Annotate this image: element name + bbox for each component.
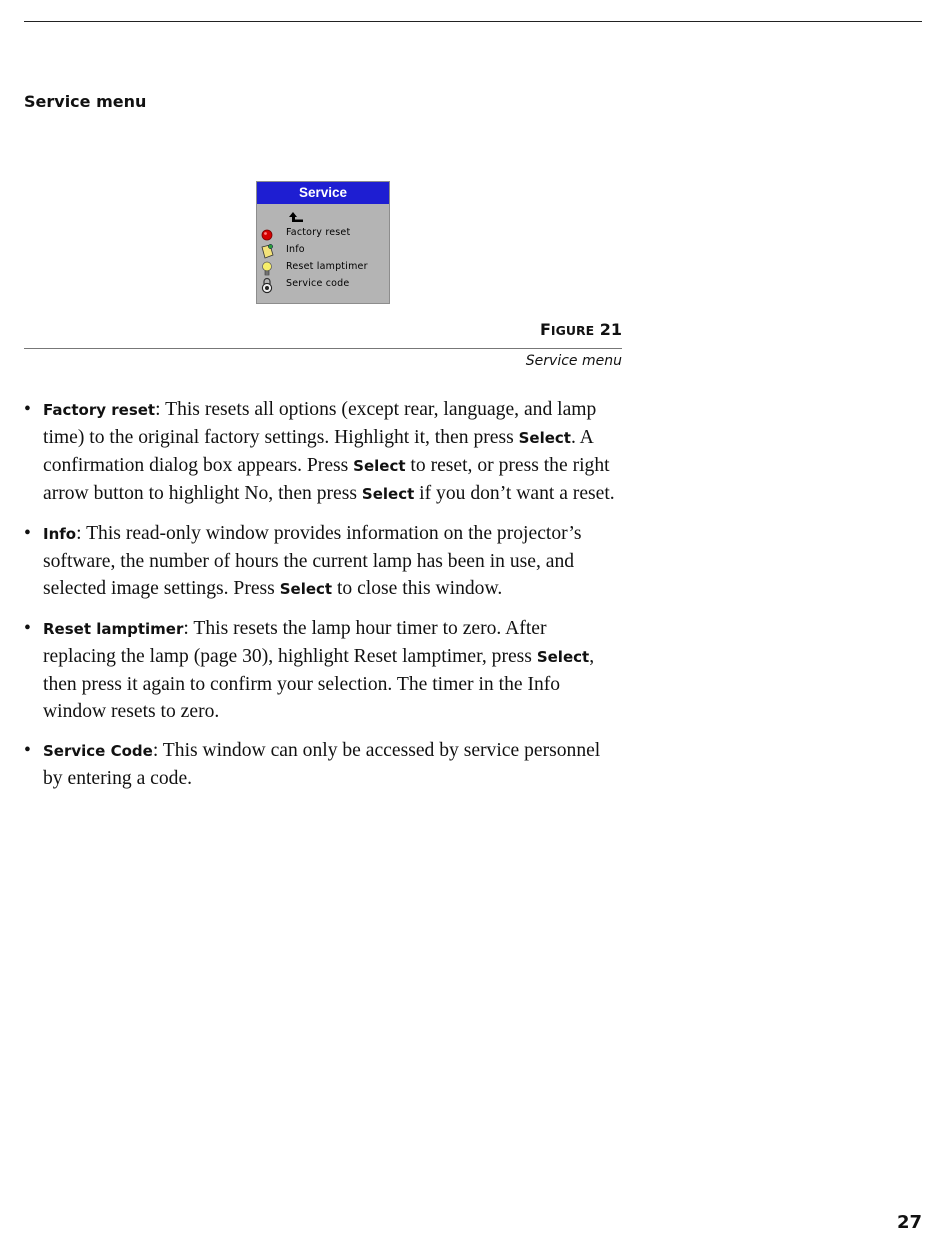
term: Factory reset	[43, 401, 156, 419]
menu-item-service-code[interactable]	[257, 277, 389, 294]
menu-title: Service	[257, 182, 389, 204]
list-item-reset-lamptimer	[24, 615, 624, 725]
figure-label	[400, 320, 622, 339]
description-text: to close this window.	[332, 578, 503, 599]
term: Info	[43, 525, 77, 543]
menu-item-factory-reset[interactable]	[257, 226, 389, 243]
term: Reset lamptimer	[43, 620, 184, 638]
list-item-service-code	[24, 737, 624, 792]
section-heading: Service menu	[24, 92, 147, 111]
menu-item-reset-lamptimer[interactable]	[257, 260, 389, 277]
back-arrow-icon	[287, 210, 307, 224]
description-text: if you don’t want a reset.	[414, 483, 615, 504]
bullet-icon: •	[24, 618, 31, 639]
description-text: , then press it again to confirm your selection. The timer in the Info window resets to zero.	[43, 646, 595, 722]
figure-number: 21	[599, 320, 622, 339]
red-dot-icon	[259, 226, 275, 243]
page-number: 27	[896, 1212, 922, 1233]
option-list	[24, 396, 624, 804]
select-keyword: Select	[279, 580, 333, 598]
list-item-info	[24, 520, 624, 603]
select-keyword: Select	[536, 648, 590, 666]
top-rule	[24, 21, 922, 22]
menu-item-label: Service code	[286, 278, 350, 289]
figure-label-initial: F	[539, 320, 551, 339]
menu-item-label: Reset lamptimer	[286, 261, 368, 272]
description-text: : This window can only be accessed by service personnel by entering a code.	[43, 740, 601, 789]
description-text: : This resets the lamp hour timer to zero. After replacing the lamp (page 30), highlight Reset lamptimer, press	[43, 618, 547, 667]
description-text: to reset, or press the right arrow button to highlight No, then press	[43, 455, 610, 504]
lightbulb-icon	[259, 260, 275, 277]
select-keyword: Select	[518, 429, 571, 447]
service-menu-screenshot	[256, 181, 390, 304]
padlock-icon	[259, 277, 275, 294]
bullet-icon: •	[24, 523, 31, 544]
figure-label-rest: IGURE	[550, 323, 595, 338]
figure-caption: Service menu	[525, 353, 622, 369]
select-keyword: Select	[361, 485, 415, 503]
list-item-factory-reset	[24, 396, 624, 508]
info-note-icon	[259, 243, 275, 260]
menu-item-label: Factory reset	[286, 227, 351, 238]
figure-rule	[24, 348, 622, 349]
description-text: . A confirmation dialog box appears. Press	[43, 427, 593, 476]
description-text: : This resets all options (except rear, language, and lamp time) to the original factory settings. Highlight it, then press	[43, 399, 597, 448]
bullet-icon: •	[24, 740, 31, 761]
bullet-icon: •	[24, 399, 31, 420]
term: Service Code	[43, 742, 153, 760]
menu-item-label: Info	[286, 244, 305, 255]
description-text: : This read-only window provides information on the projector’s software, the number of hours the current lamp has been in use, and selected image settings. Press	[43, 523, 582, 599]
menu-item-info[interactable]	[257, 243, 389, 260]
select-keyword: Select	[353, 457, 406, 475]
